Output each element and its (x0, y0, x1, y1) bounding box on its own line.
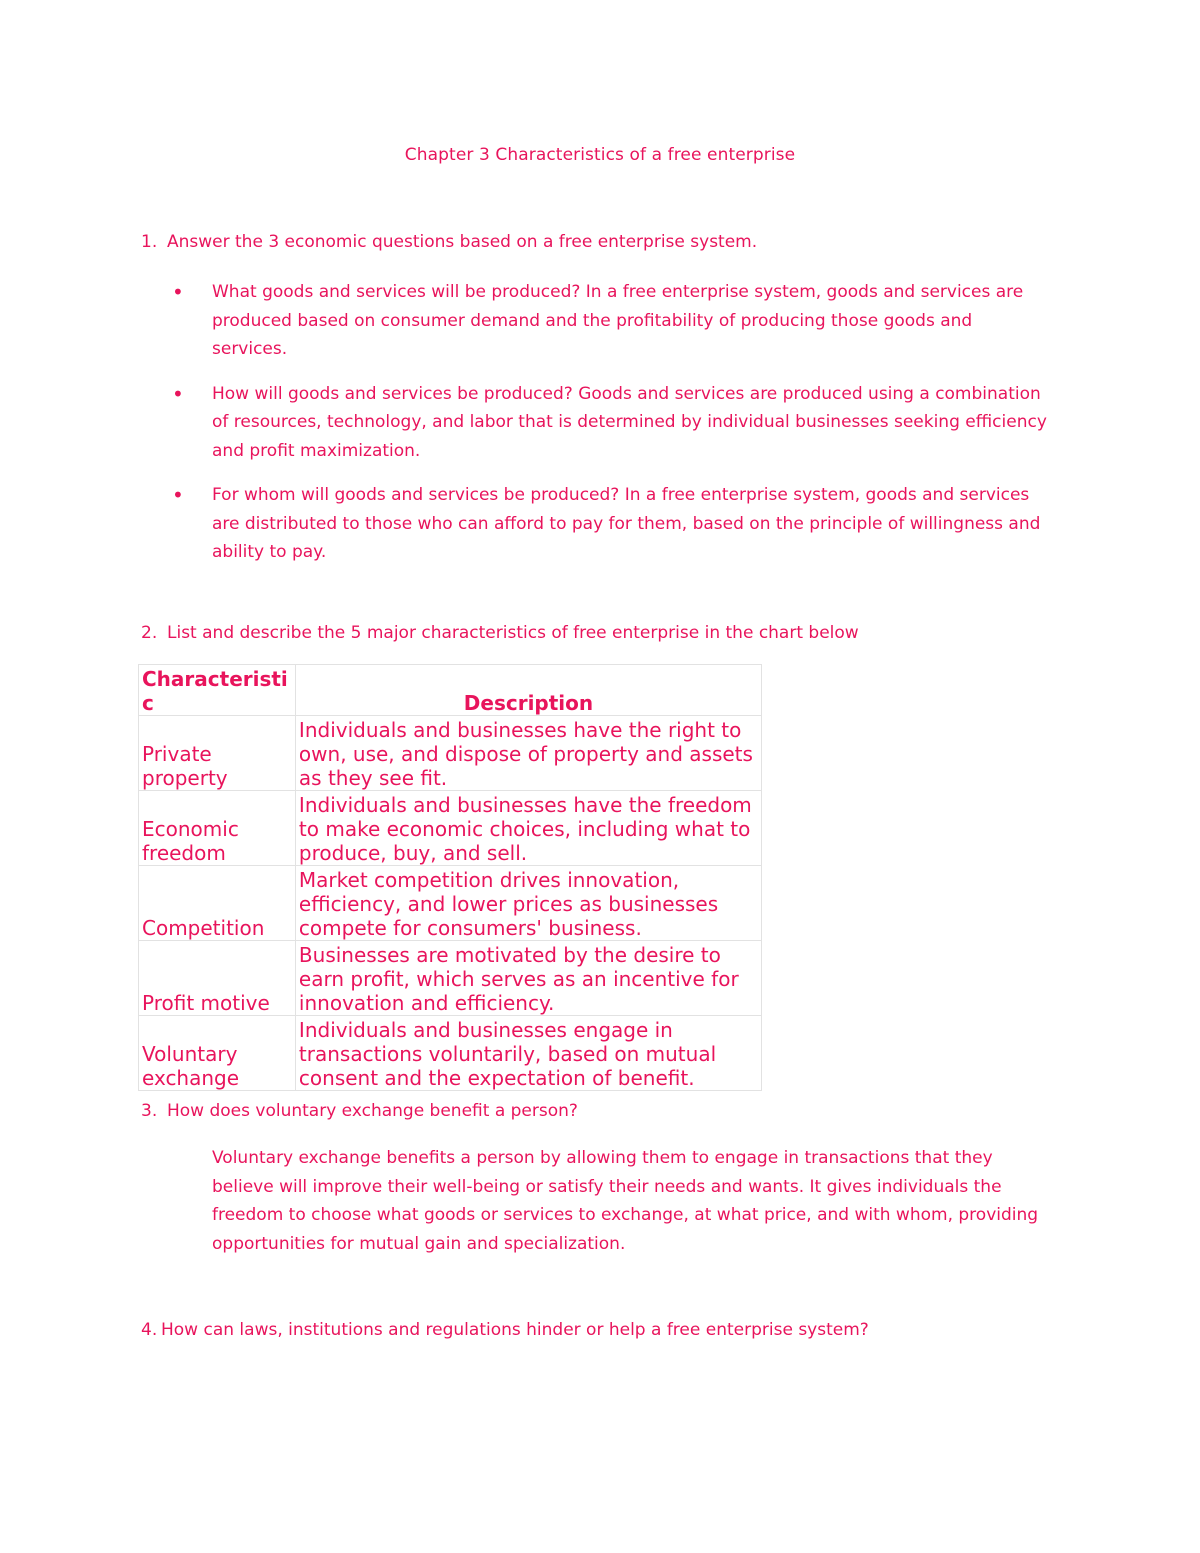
question-4 (141, 1320, 869, 1340)
table-cell-characteristic: Competition (139, 866, 296, 941)
answer-bullet: • What goods and services will be produced? In a free enterprise system, goods and services are produced based on consumer demand and the profitability of producing those goods and services. (172, 278, 1052, 364)
table-cell-description: Individuals and businesses have the freedom to make economic choices, including what to produce, buy, and sell. (295, 791, 761, 866)
question-1-answers (172, 278, 1052, 583)
table-row (139, 866, 762, 941)
question-3-number: 3. (141, 1101, 158, 1121)
question-1 (141, 232, 757, 252)
characteristics-table (138, 664, 762, 1091)
question-2-number: 2. (141, 623, 158, 643)
question-1-number: 1. (141, 232, 158, 252)
table-cell-description: Individuals and businesses engage in transactions voluntarily, based on mutual consent and the expectation of benefit. (295, 1016, 761, 1091)
question-3-answer: Voluntary exchange benefits a person by allowing them to engage in transactions that they believe will improve their well-being or satisfy their needs and wants. It gives individuals the freedom to choose what goods or services to exchange, at what price, and with whom, providing opportunities for mutual gain and specialization. (212, 1148, 1039, 1254)
table-row (139, 716, 762, 791)
table-row (139, 791, 762, 866)
table-cell-description: Market competition drives innovation, efficiency, and lower prices as businesses compete for consumers' business. (295, 866, 761, 941)
question-3-text: How does voluntary exchange benefit a person? (167, 1101, 578, 1121)
answer-bullet: • How will goods and services be produced? Goods and services are produced using a combination of resources, technology, and labor that is determined by individual businesses seeking efficiency and profit maximization. (172, 380, 1052, 466)
table-header-description: Description (295, 665, 761, 716)
answer-bullet: • For whom will goods and services be produced? In a free enterprise system, goods and services are distributed to those who can afford to pay for them, based on the principle of willingness and ability to pay. (172, 481, 1052, 567)
page-title: Chapter 3 Characteristics of a free enterprise (404, 145, 796, 165)
question-2-text: List and describe the 5 major characteristics of free enterprise in the chart below (167, 623, 859, 643)
table-cell-characteristic: Private property (139, 716, 296, 791)
table-cell-characteristic: Voluntary exchange (139, 1016, 296, 1091)
table-header-characteristic: Characteristic (139, 665, 296, 716)
question-4-text: How can laws, institutions and regulations hinder or help a free enterprise system? (161, 1320, 869, 1340)
table-row (139, 1016, 762, 1091)
question-3 (141, 1101, 578, 1121)
question-4-number: 4. (141, 1320, 158, 1340)
question-1-text: Answer the 3 economic questions based on a free enterprise system. (167, 232, 758, 252)
table-row (139, 941, 762, 1016)
table-cell-description: Individuals and businesses have the right to own, use, and dispose of property and assets as they see fit. (295, 716, 761, 791)
table-cell-description: Businesses are motivated by the desire to earn profit, which serves as an incentive for innovation and efficiency. (295, 941, 761, 1016)
table-header-row (139, 665, 762, 716)
table-cell-characteristic: Economic freedom (139, 791, 296, 866)
table-cell-characteristic: Profit motive (139, 941, 296, 1016)
question-2 (141, 623, 859, 643)
